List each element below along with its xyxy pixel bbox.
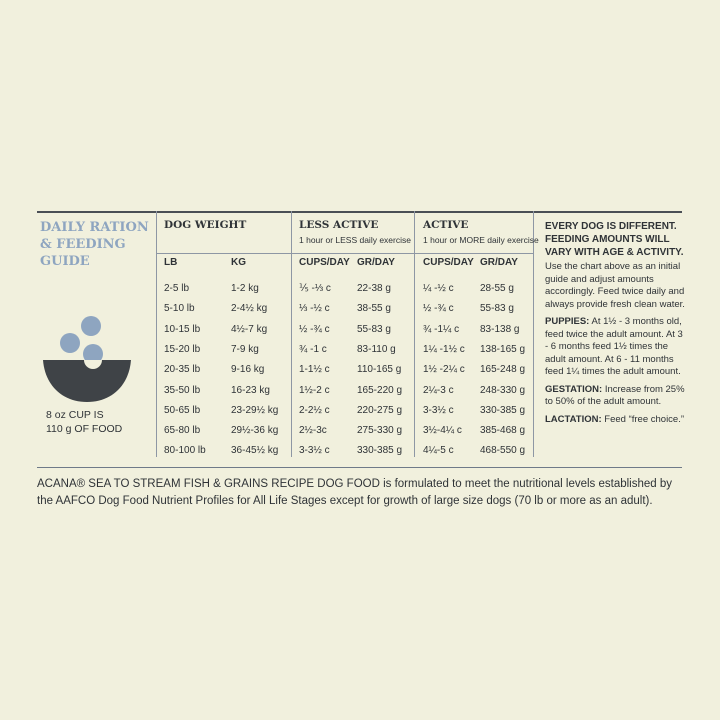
cell-weight-lb: 20-35 lb <box>164 364 201 376</box>
table-row <box>37 404 526 425</box>
cell-weight-lb: 35-50 lb <box>164 384 201 396</box>
cell-grams-less-active: 220-275 g <box>357 404 403 416</box>
puppies-note <box>545 316 685 379</box>
cell-cups-active: ¾ -1¼ c <box>423 323 460 335</box>
cell-grams-active: 55-83 g <box>480 303 514 315</box>
column-header-grams-active: GR/DAY <box>480 257 518 268</box>
cell-cups-less-active: 1-1½ c <box>299 364 330 376</box>
active-subtitle: 1 hour or MORE daily exercise <box>423 235 539 245</box>
guide-title-line: GUIDE <box>40 254 90 269</box>
cell-weight-lb: 10-15 lb <box>164 323 201 335</box>
lactation-note <box>545 414 685 427</box>
aafco-statement: ACANA® SEA TO STREAM FISH & GRAINS RECIPE DOG FOOD is formulated to meet the nutritional levels established by the AAFCO Dog Food Nutrient Profiles for All Life Stages except for growth of large size dogs (70 lb or more as an adult). <box>37 478 673 507</box>
cell-grams-active: 248-330 g <box>480 384 526 396</box>
cell-cups-less-active: ⅓ -½ c <box>299 303 330 315</box>
cell-weight-kg: 29½-36 kg <box>231 425 279 437</box>
cell-grams-less-active: 110-165 g <box>357 364 402 376</box>
header-divider <box>156 253 533 254</box>
cell-cups-less-active: 2-2½ c <box>299 404 330 416</box>
table-row <box>37 343 526 364</box>
cell-cups-less-active: 3-3½ c <box>299 445 330 457</box>
puppies-label: PUPPIES: <box>545 316 590 327</box>
column-header-cups-less: CUPS/DAY <box>299 257 350 268</box>
cell-cups-active: 4¼-5 c <box>423 445 454 457</box>
cell-weight-kg: 4½-7 kg <box>231 323 268 335</box>
active-header: ACTIVE <box>423 219 469 231</box>
cell-weight-kg: 23-29½ kg <box>231 404 279 416</box>
cell-grams-active: 385-468 g <box>480 425 526 437</box>
less-active-subtitle: 1 hour or LESS daily exercise <box>299 235 411 245</box>
cell-grams-active: 83-138 g <box>480 323 520 335</box>
cell-grams-less-active: 165-220 g <box>357 384 403 396</box>
cell-weight-lb: 15-20 lb <box>164 343 201 355</box>
cell-cups-less-active: ½ -¾ c <box>299 323 330 335</box>
column-divider <box>533 211 534 457</box>
table-row <box>37 445 526 465</box>
cell-cups-active: ¼ -½ c <box>423 283 454 294</box>
cell-weight-kg: 2-4½ kg <box>231 303 268 315</box>
table-row <box>37 384 526 405</box>
cell-weight-lb: 2-5 lb <box>164 283 190 294</box>
cell-cups-active: 1¼ -1½ c <box>423 343 465 355</box>
cell-weight-lb: 5-10 lb <box>164 303 195 315</box>
cell-weight-kg: 16-23 kg <box>231 384 270 396</box>
cell-grams-less-active: 330-385 g <box>357 445 403 457</box>
top-rule <box>37 211 682 213</box>
lactation-label: LACTATION: <box>545 413 602 425</box>
puppies-text: At 1½ - 3 months old, feed twice the adult amount. At 3 - 6 months feed 1½ times the adult amount. At 6 - 11 months feed 1¼ times the adult amount. <box>545 316 683 377</box>
cell-cups-less-active: 1½-2 c <box>299 384 330 396</box>
less-active-header: LESS ACTIVE <box>299 219 379 231</box>
cell-grams-less-active: 83-110 g <box>357 343 396 355</box>
cell-cups-active: 2¼-3 c <box>423 384 454 396</box>
cell-weight-kg: 9-16 kg <box>231 364 265 376</box>
cup-note-line: 110 g OF FOOD <box>46 423 123 435</box>
column-header-lb: LB <box>164 257 178 268</box>
cell-grams-less-active: 38-55 g <box>357 303 391 315</box>
notes-intro: Use the chart above as an initial guide and adjust amounts accordingly. Feed twice daily and always provide fresh clean water. <box>545 261 685 310</box>
cell-cups-active: 3½-4¼ c <box>423 425 462 437</box>
cell-grams-less-active: 275-330 g <box>357 425 403 437</box>
gestation-note <box>545 384 685 409</box>
guide-title-line: DAILY RATION <box>40 220 149 235</box>
column-header-kg: KG <box>231 257 246 268</box>
dog-weight-header: DOG WEIGHT <box>164 219 247 231</box>
cell-cups-less-active: ⅕ -⅓ c <box>299 283 331 294</box>
gestation-label: GESTATION: <box>545 383 603 395</box>
column-header-grams-less: GR/DAY <box>357 257 395 268</box>
cell-grams-less-active: 22-38 g <box>357 283 391 294</box>
cell-weight-kg: 36-45½ kg <box>231 445 279 457</box>
lactation-text: Feed “free choice.” <box>604 413 685 425</box>
cell-weight-kg: 1-2 kg <box>231 283 259 294</box>
table-row <box>37 283 514 303</box>
table-row <box>37 303 514 323</box>
notes-lead: EVERY DOG IS DIFFERENT. FEEDING AMOUNTS WILL VARY WITH AGE & ACTIVITY. <box>545 221 684 258</box>
cell-grams-active: 468-550 g <box>480 445 526 457</box>
gestation-text: Increase from 25% to 50% of the adult amount. <box>545 383 685 407</box>
cell-cups-active: 3-3½ c <box>423 404 454 416</box>
cup-note-line: 8 oz CUP IS <box>46 409 104 421</box>
table-row <box>37 364 526 384</box>
table-row <box>37 323 520 344</box>
cell-weight-lb: 50-65 lb <box>164 404 201 416</box>
feeding-notes <box>545 220 685 426</box>
cell-grams-active: 138-165 g <box>480 343 526 355</box>
table-row <box>37 425 526 445</box>
cell-cups-less-active: ¾ -1 c <box>299 343 327 355</box>
cell-cups-active: 1½ -2¼ c <box>423 364 465 376</box>
cell-grams-active: 330-385 g <box>480 404 526 416</box>
cell-weight-lb: 65-80 lb <box>164 425 201 437</box>
column-header-cups-active: CUPS/DAY <box>423 257 474 268</box>
cell-grams-active: 28-55 g <box>480 283 514 294</box>
guide-title <box>40 219 160 270</box>
guide-title-line: & FEEDING <box>40 237 126 252</box>
cell-grams-less-active: 55-83 g <box>357 323 391 335</box>
cell-grams-active: 165-248 g <box>480 364 526 376</box>
cell-cups-less-active: 2½-3c <box>299 425 327 437</box>
bottom-rule <box>37 467 682 468</box>
cell-weight-lb: 80-100 lb <box>164 445 206 457</box>
cell-weight-kg: 7-9 kg <box>231 343 259 355</box>
cell-cups-active: ½ -¾ c <box>423 303 454 315</box>
